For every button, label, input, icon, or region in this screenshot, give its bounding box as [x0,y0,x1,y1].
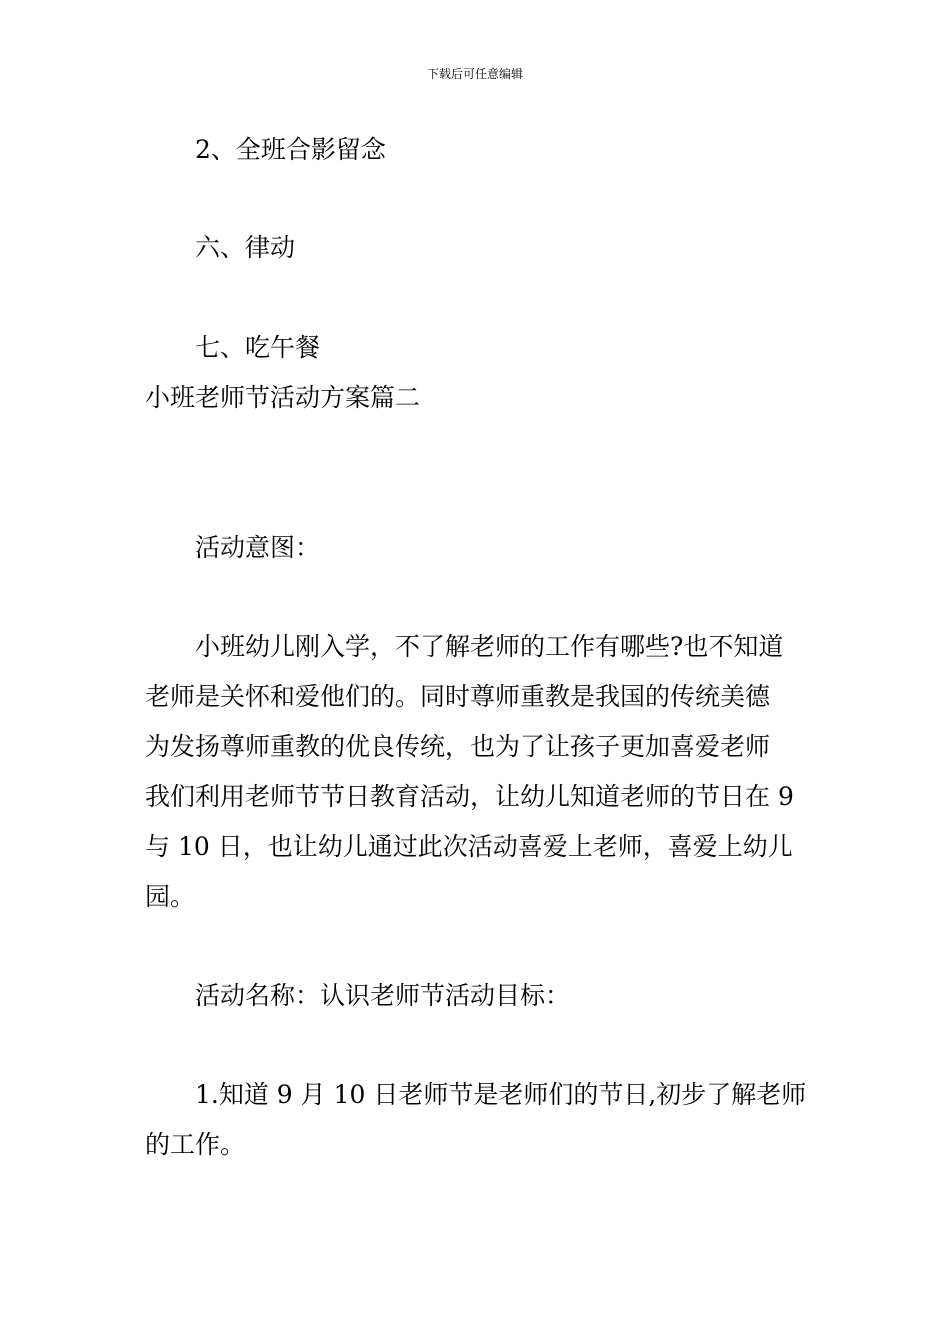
paragraph-line: 小班幼儿刚入学，不了解老师的工作有哪些?也不知道 [195,632,784,661]
activity-name-goal-heading: 活动名称：认识老师节活动目标： [195,981,571,1010]
paragraph-line: 为发扬尊师重教的优良传统，也为了让孩子更加喜爱老师 [145,732,771,761]
intent-heading: 活动意图： [195,533,321,562]
paragraph-line: 老师是关怀和爱他们的。同时尊师重教是我国的传统美德 [145,682,771,711]
list-item-2: 2、全班合影留念 [195,135,386,164]
paragraph-line: 与 10 日，也让幼儿通过此次活动喜爱上老师，喜爱上幼儿 [145,832,793,861]
header-note: 下载后可任意编辑 [426,67,523,81]
section-heading-7: 七、吃午餐 [195,333,321,362]
paragraph-line: 的工作。 [145,1130,246,1159]
intent-paragraph [145,622,810,922]
section-heading-6: 六、律动 [195,233,296,262]
goal-paragraph [145,1070,810,1170]
paragraph-line: 1.知道 9 月 10 日老师节是老师们的节日,初步了解老师 [195,1080,807,1109]
paragraph-line: 园。 [145,882,196,911]
paragraph-line: 我们利用老师节节日教育活动，让幼儿知道老师的节日在 9 [145,782,794,811]
document-subtitle: 小班老师节活动方案篇二 [145,383,421,412]
